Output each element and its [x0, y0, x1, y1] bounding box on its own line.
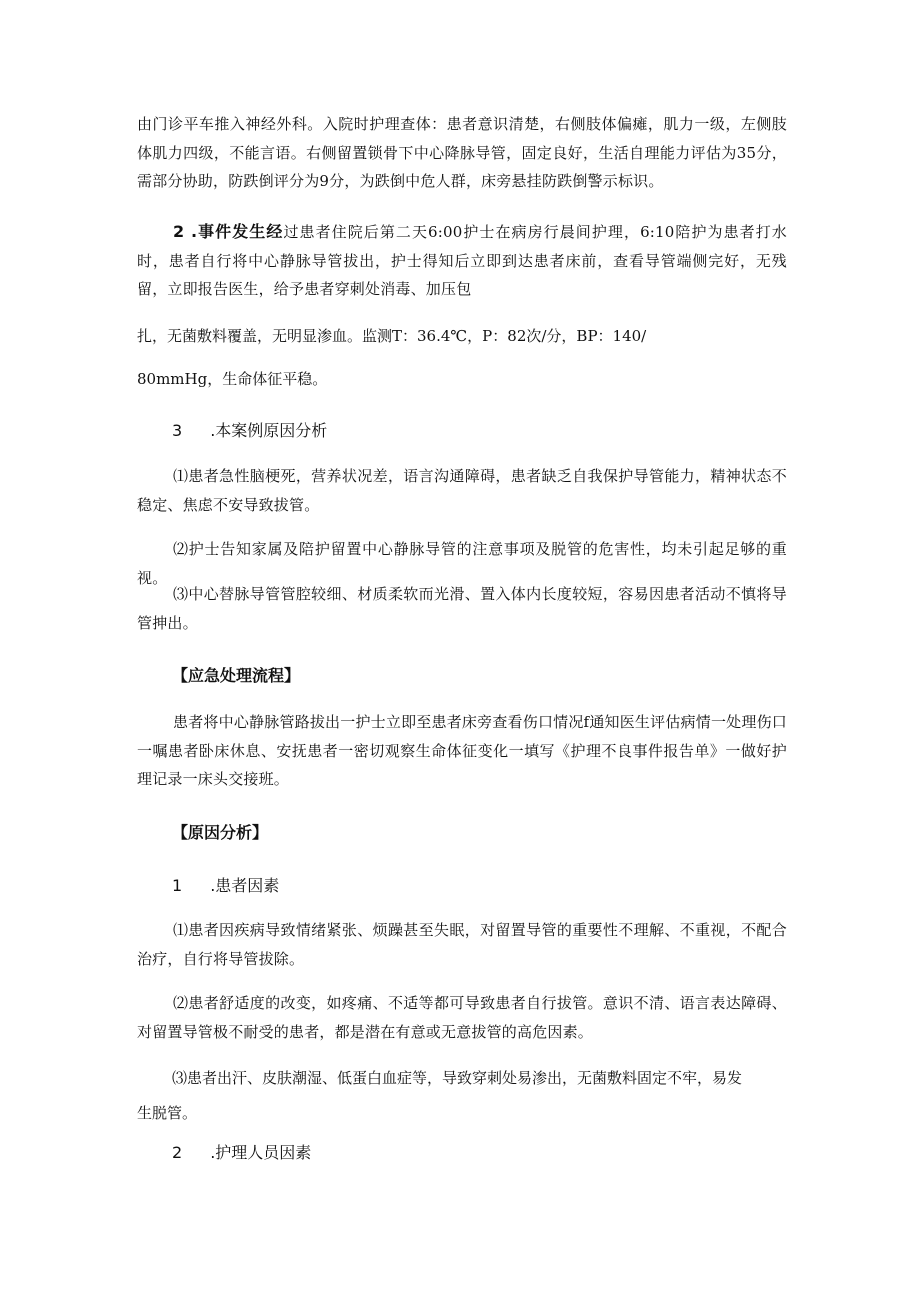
patient-factor-heading [172, 875, 279, 897]
event-heading: 2 .事件发生经 [173, 222, 284, 241]
patient-factor-item-3: ⑶患者出汗、皮肤潮湿、低蛋白血症等，导致穿刺处易渗出，无菌敷料固定不牢，易发 [172, 1069, 743, 1087]
cause-item-2: ⑵护士告知家属及陪护留置中心静脉导管的注意事项及脱管的危害性，均未引起足够的重视。 [137, 540, 787, 587]
event-text-line-2: 扎，无菌敷料覆盖，无明显渗血。监测T：36.4℃，P：82次/分，BP：140/ [137, 327, 647, 345]
case-cause-heading-number: 3 [172, 421, 183, 440]
event-paragraph [137, 218, 787, 304]
emergency-paragraph: 患者将中心静脉管路拔出一护士立即至患者床旁查看伤口情况f通知医生评估病情一处理伤口一嘱患者卧床休息、安抚患者一密切观察生命体征变化一填写《护理不良事件报告单》一做好护理记录一床头交接班。 [137, 713, 787, 788]
event-text: 过患者住院后第二天6:00护士在病房行晨间护理，6:10陪护为患者打水时，患者自行将中心静脉导管拔出，护士得知后立即到达患者床前，查看导管端侧完好，无残留，立即报告医生，给予患者穿刺处消毒、加压包 [137, 223, 787, 298]
case-cause-heading-text: .本案例原因分析 [210, 421, 328, 440]
patient-factor-item-1: ⑴患者因疾病导致情绪紧张、烦躁甚至失眠，对留置导管的重要性不理解、不重视，不配合治疗，自行将导管拔除。 [137, 921, 787, 968]
event-text-line-3: 80mmHg，生命体征平稳。 [137, 370, 328, 388]
patient-factor-item-2: ⑵患者舒适度的改变，如疼痛、不适等都可导致患者自行拔管。意识不清、语言表达障碍、对留置导管极不耐受的患者，都是潜在有意或无意拔管的高危因素。 [137, 994, 787, 1041]
intro-paragraph: 由门诊平车推入神经外科。入院时护理查体：患者意识清楚，右侧肢体偏瘫，肌力一级，左侧肢体肌力四级，不能言语。右侧留置锁骨下中心降脉导管，固定良好，生活自理能力评估为35分，需部分协助，防跌倒评分为9分，为跌倒中危人群，床旁悬挂防跌倒警示标识。 [137, 115, 787, 190]
cause-item-1: ⑴患者急性脑梗死，营养状况差，语言沟通障碍，患者缺乏自我保护导管能力，精神状态不稳定、焦虑不安导致拔管。 [137, 467, 787, 514]
nurse-factor-heading [172, 1142, 311, 1164]
nurse-factor-heading-text: .护理人员因素 [210, 1143, 312, 1162]
analysis-heading: 【原因分析】 [172, 823, 269, 842]
patient-factor-item-3-continued: 生脱管。 [137, 1104, 198, 1122]
emergency-heading: 【应急处理流程】 [172, 666, 301, 685]
case-cause-heading [172, 420, 327, 442]
cause-item-3: ⑶中心替脉导管管腔较细、材质柔软而光滑、置入体内长度较短，容易因患者活动不慎将导管抻出。 [137, 585, 787, 632]
patient-factor-heading-text: .患者因素 [210, 876, 280, 895]
nurse-factor-heading-number: 2 [172, 1143, 183, 1162]
patient-factor-heading-number: 1 [172, 876, 183, 895]
